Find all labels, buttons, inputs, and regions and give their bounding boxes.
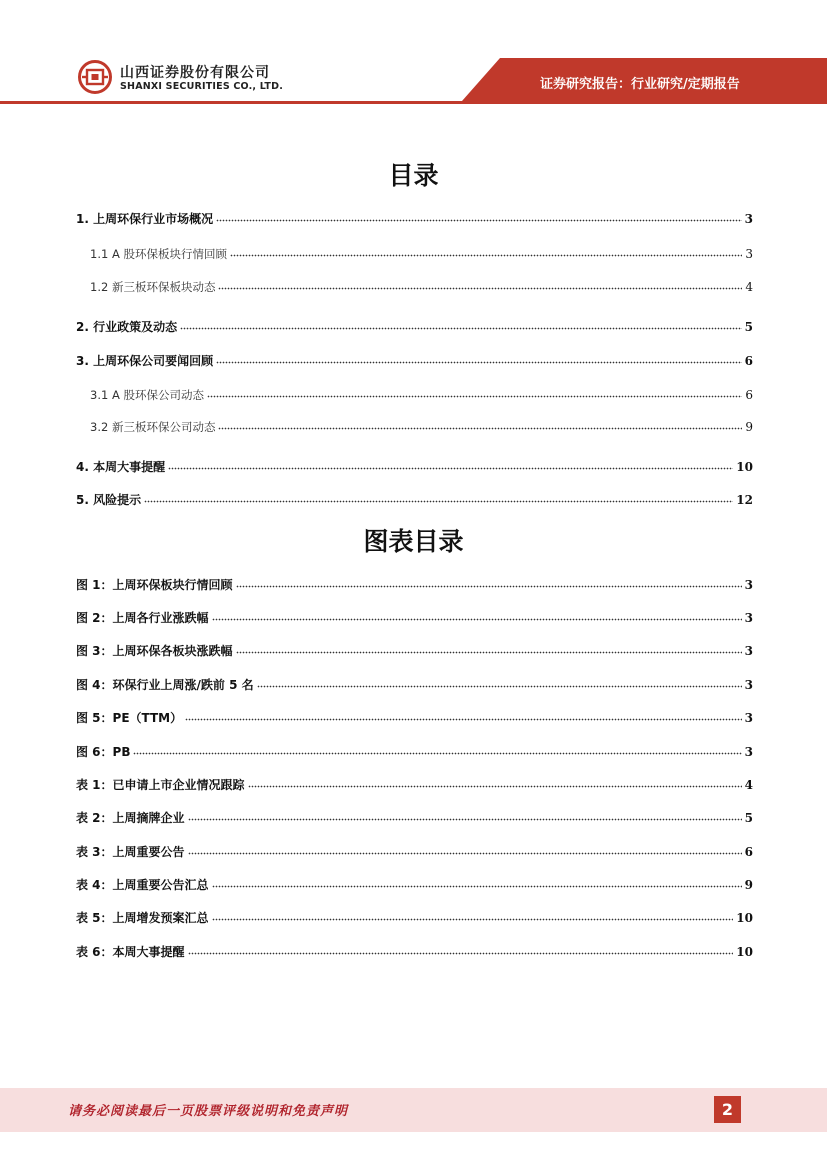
- toc-entry-row[interactable]: [0, 318, 827, 336]
- toc-entry-page-number: 3: [745, 247, 753, 261]
- toc-entry-label: 4. 本周大事提醒: [76, 460, 166, 474]
- toc-entry-row[interactable]: [0, 210, 827, 228]
- figure-entry-row[interactable]: [0, 676, 827, 694]
- figure-entry-page-number: 3: [744, 711, 753, 725]
- toc-entry-label: 2. 行业政策及动态: [76, 320, 178, 334]
- figure-entry-row[interactable]: [0, 709, 827, 727]
- toc-entry-label: 1. 上周环保行业市场概况: [76, 212, 214, 226]
- toc-entry-page-number: 9: [745, 420, 753, 434]
- dot-leader: [207, 393, 742, 401]
- figure-entry-page-number: 3: [744, 611, 753, 625]
- disclaimer-text: 请务必阅读最后一页股票评级说明和免责声明: [68, 1104, 349, 1119]
- toc-entry-row[interactable]: [0, 386, 827, 404]
- toc-entry-row[interactable]: [0, 278, 827, 296]
- toc-entry-page-number: 4: [745, 280, 753, 294]
- toc-entry-row[interactable]: [0, 491, 827, 509]
- toc-entry-label: 1.2 新三板环保板块动态: [90, 280, 216, 294]
- dot-leader: [230, 252, 742, 260]
- figure-entry-label: 图 6：PB: [76, 745, 131, 759]
- dot-leader: [212, 883, 742, 891]
- toc-entry-row[interactable]: [0, 245, 827, 263]
- dot-leader: [212, 616, 742, 624]
- toc-entry-page-number: 6: [744, 354, 753, 368]
- dot-leader: [180, 325, 742, 333]
- figure-entry-page-number: 3: [744, 745, 753, 759]
- figure-entry-label: 表 6：本周大事提醒: [76, 945, 185, 959]
- toc-entry-row[interactable]: [0, 418, 827, 436]
- dot-leader: [212, 916, 733, 924]
- toc-entry-page-number: 10: [736, 460, 753, 474]
- toc-entry-page-number: 12: [736, 493, 753, 507]
- company-name-en: SHANXI SECURITIES CO., LTD.: [120, 81, 284, 92]
- figure-entry-page-number: 6: [744, 845, 753, 859]
- page-header: [0, 0, 827, 108]
- figure-entry-row[interactable]: [0, 576, 827, 594]
- company-name-cn: 山西证券股份有限公司: [120, 65, 270, 81]
- figure-entry-page-number: 5: [744, 811, 753, 825]
- figure-entry-label: 表 3：上周重要公告: [76, 845, 185, 859]
- dot-leader: [236, 649, 742, 657]
- report-type-label: 证券研究报告：行业研究/定期报告: [540, 77, 740, 92]
- dot-leader: [257, 683, 742, 691]
- dot-leader: [144, 498, 733, 506]
- dot-leader: [188, 850, 742, 858]
- toc-entry-page-number: 3: [744, 212, 753, 226]
- figure-entry-label: 表 1：已申请上市企业情况跟踪: [76, 778, 245, 792]
- dot-leader: [216, 217, 742, 225]
- figure-entry-label: 图 5：PE（TTM）: [76, 711, 183, 725]
- figure-entry-row[interactable]: [0, 843, 827, 861]
- toc-entry-row[interactable]: [0, 458, 827, 476]
- dot-leader: [168, 465, 733, 473]
- dot-leader: [218, 425, 742, 433]
- toc-entry-page-number: 5: [744, 320, 753, 334]
- figure-entry-page-number: 3: [744, 678, 753, 692]
- figure-entry-label: 表 2：上周摘牌企业: [76, 811, 185, 825]
- figure-entry-label: 图 2：上周各行业涨跌幅: [76, 611, 209, 625]
- figure-entry-label: 表 4：上周重要公告汇总: [76, 878, 209, 892]
- toc-entry-row[interactable]: [0, 352, 827, 370]
- header-divider: [0, 101, 827, 104]
- dot-leader: [248, 783, 742, 791]
- figure-entry-label: 图 4：环保行业上周涨/跌前 5 名: [76, 678, 254, 692]
- figure-entry-label: 图 3：上周环保各板块涨跌幅: [76, 644, 233, 658]
- figure-list-title: 图表目录: [363, 527, 464, 556]
- figure-entry-row[interactable]: [0, 642, 827, 660]
- toc-entry-label: 3.1 A 股环保公司动态: [90, 388, 204, 402]
- page-number: 2: [714, 1096, 741, 1123]
- figure-entry-row[interactable]: [0, 943, 827, 961]
- figure-entry-page-number: 9: [744, 878, 753, 892]
- toc-entry-page-number: 6: [745, 388, 753, 402]
- figure-entry-page-number: 10: [736, 945, 753, 959]
- dot-leader: [188, 816, 742, 824]
- figure-entry-page-number: 4: [744, 778, 753, 792]
- figure-entry-row[interactable]: [0, 609, 827, 627]
- figure-entry-row[interactable]: [0, 776, 827, 794]
- dot-leader: [236, 583, 742, 591]
- figure-entry-row[interactable]: [0, 809, 827, 827]
- toc-entry-label: 5. 风险提示: [76, 493, 142, 507]
- toc-entry-label: 1.1 A 股环保板块行情回顾: [90, 247, 227, 261]
- figure-entry-page-number: 3: [744, 578, 753, 592]
- toc-entry-label: 3.2 新三板环保公司动态: [90, 420, 216, 434]
- figure-entry-label: 表 5：上周增发预案汇总: [76, 911, 209, 925]
- dot-leader: [188, 950, 733, 958]
- dot-leader: [133, 750, 742, 758]
- figure-entry-row[interactable]: [0, 743, 827, 761]
- figure-entry-row[interactable]: [0, 909, 827, 927]
- toc-entry-label: 3. 上周环保公司要闻回顾: [76, 354, 214, 368]
- toc-title: 目录: [388, 161, 439, 190]
- figure-entry-row[interactable]: [0, 876, 827, 894]
- dot-leader: [216, 359, 742, 367]
- dot-leader: [218, 285, 742, 293]
- figure-entry-page-number: 10: [736, 911, 753, 925]
- figure-entry-label: 图 1：上周环保板块行情回顾: [76, 578, 233, 592]
- figure-entry-page-number: 3: [744, 644, 753, 658]
- shanxi-securities-logo-icon: [78, 60, 112, 94]
- dot-leader: [185, 716, 742, 724]
